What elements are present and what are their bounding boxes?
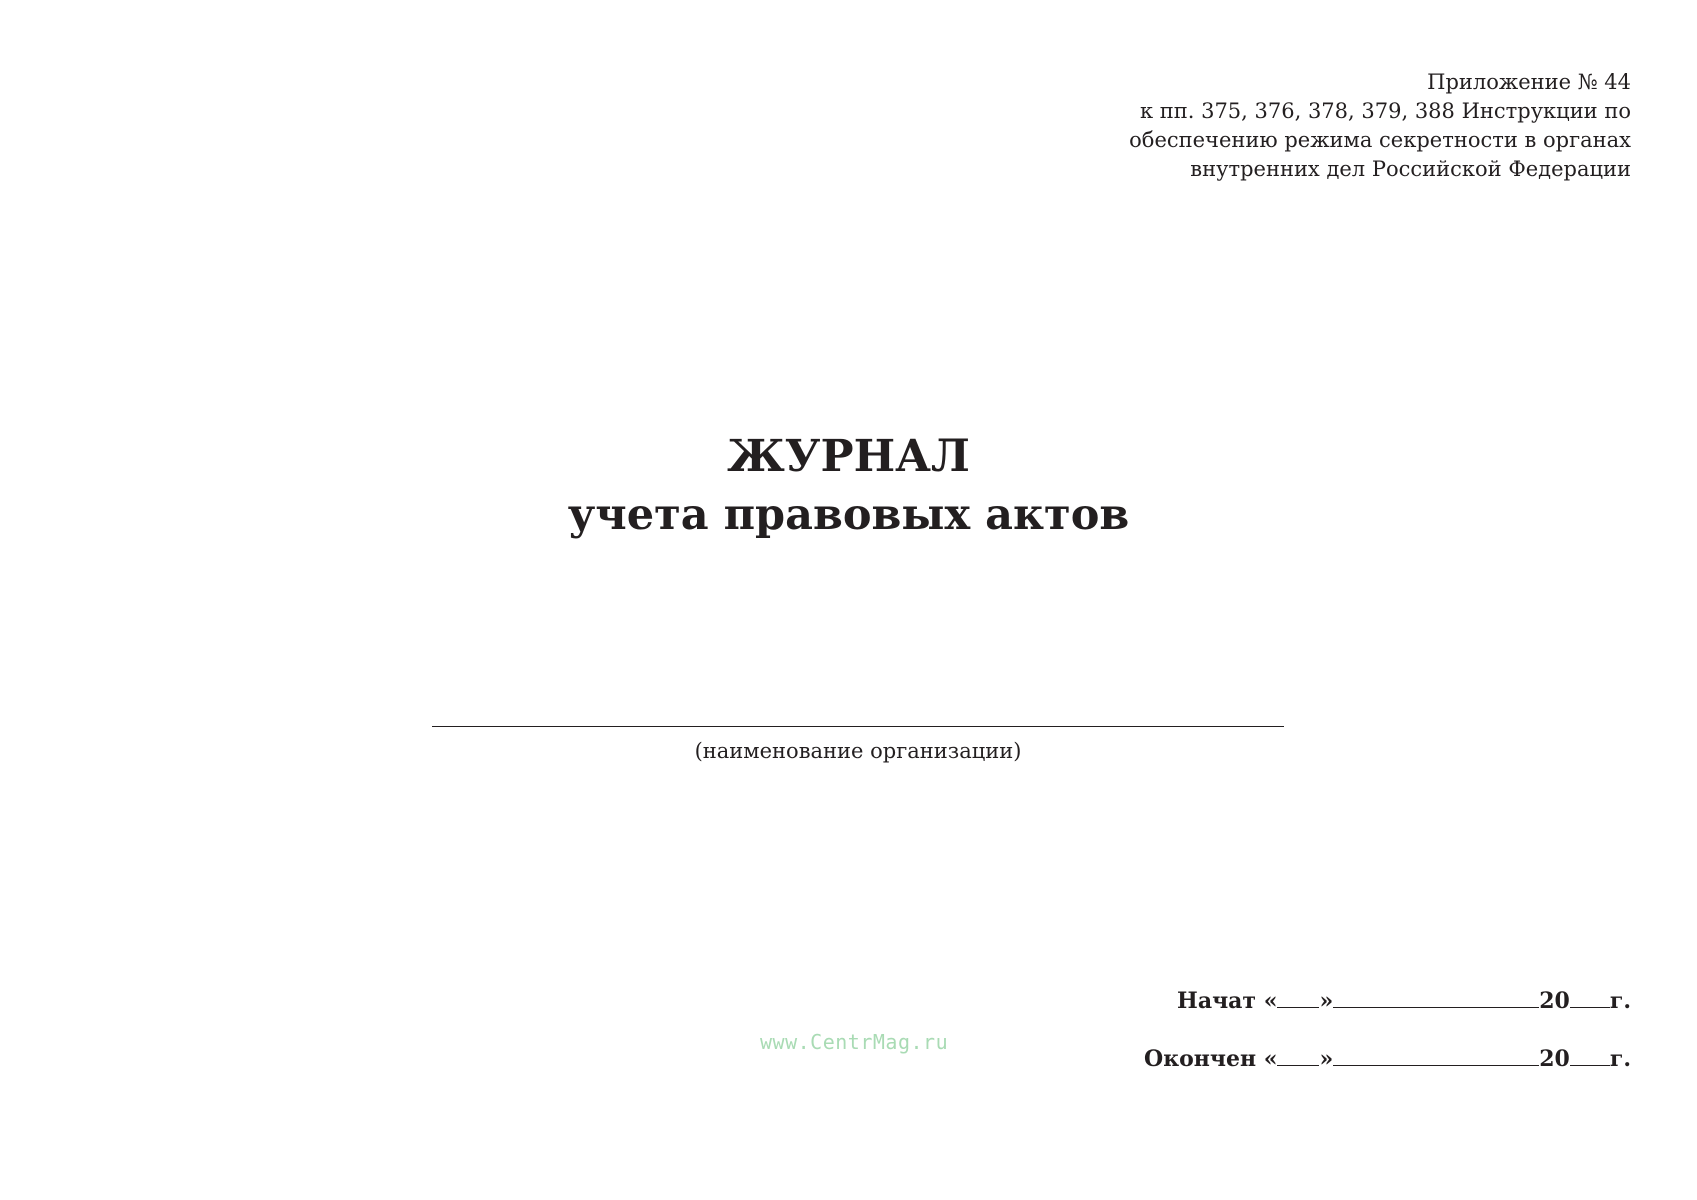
started-suffix: г. bbox=[1609, 988, 1631, 1014]
ended-suffix: г. bbox=[1609, 1046, 1631, 1072]
organization-name-line bbox=[432, 726, 1284, 727]
organization-caption: (наименование организации) bbox=[694, 739, 1022, 763]
appendix-line: к пп. 375, 376, 378, 379, 388 Инструкции по bbox=[1139, 99, 1631, 123]
appendix-line: внутренних дел Российской Федерации bbox=[1190, 157, 1631, 181]
title-subtitle: учета правовых актов bbox=[567, 490, 1130, 540]
started-year-blank bbox=[1570, 989, 1610, 1008]
ended-year-blank bbox=[1570, 1047, 1610, 1066]
started-day-blank bbox=[1277, 989, 1319, 1008]
ended-close-quote: » bbox=[1319, 1046, 1334, 1072]
started-date-row bbox=[1144, 988, 1631, 1046]
title-main: ЖУРНАЛ bbox=[727, 431, 970, 482]
ended-month-blank bbox=[1333, 1047, 1539, 1066]
appendix-line: Приложение № 44 bbox=[1427, 70, 1631, 94]
watermark: www.CentrMag.ru bbox=[760, 1030, 949, 1054]
started-month-blank bbox=[1333, 989, 1539, 1008]
ended-date-row bbox=[1144, 1046, 1631, 1104]
ended-label: Окончен « bbox=[1144, 1046, 1278, 1072]
journal-title bbox=[0, 428, 1697, 544]
ended-year-prefix: 20 bbox=[1539, 1046, 1570, 1072]
started-close-quote: » bbox=[1319, 988, 1334, 1014]
started-year-prefix: 20 bbox=[1539, 988, 1570, 1014]
appendix-line: обеспечению режима секретности в органах bbox=[1129, 128, 1631, 152]
started-label: Начат « bbox=[1177, 988, 1278, 1014]
date-fields bbox=[1144, 988, 1631, 1104]
ended-day-blank bbox=[1277, 1047, 1319, 1066]
appendix-reference bbox=[991, 68, 1631, 184]
